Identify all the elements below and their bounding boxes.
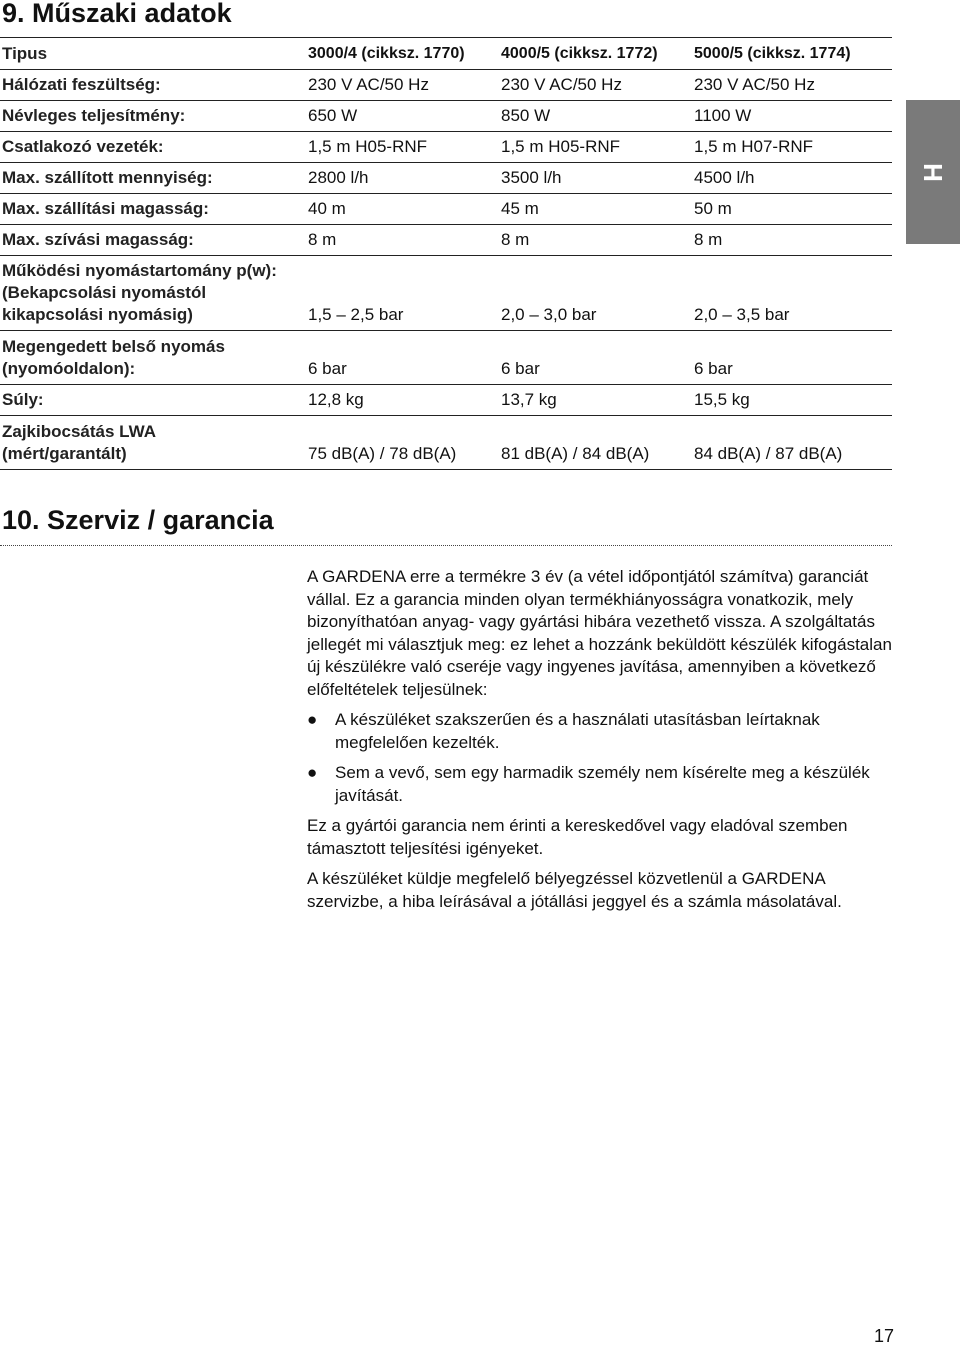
spec-row-value: 81 dB(A) / 84 dB(A) <box>501 444 650 463</box>
section-9-title: 9. Műszaki adatok <box>2 0 232 28</box>
spec-row-value: 850 W <box>501 106 551 125</box>
bullet-icon: ● <box>307 763 318 782</box>
spec-row-value: 1,5 m H07-RNF <box>694 137 814 156</box>
spec-row <box>0 255 892 331</box>
section-10-title: 10. Szerviz / garancia <box>2 505 274 535</box>
spec-row <box>0 224 892 256</box>
spec-row-label: Működési nyomástartomány p(w): (Bekapcsolási nyomástól kikapcsolási nyomásig) <box>2 261 277 324</box>
spec-row-label: Max. szállítási magasság: <box>2 199 209 218</box>
spec-row-value: 6 bar <box>308 359 347 378</box>
language-tab-letter: H <box>917 162 948 182</box>
spec-row-value: 1,5 m H05-RNF <box>308 137 428 156</box>
spec-row-label: Max. szállított mennyiség: <box>2 168 213 187</box>
spec-row <box>0 384 892 416</box>
list-item-text: Sem a vevő, sem egy harmadik személy nem kísérelte meg a készülék javítását. <box>335 763 870 805</box>
spec-row-value: 8 m <box>694 230 723 249</box>
spec-row-value: 84 dB(A) / 87 dB(A) <box>694 444 843 463</box>
spec-row-label: Megengedett belső nyomás (nyomóoldalon): <box>2 337 225 378</box>
spec-row-value: 230 V AC/50 Hz <box>308 75 429 94</box>
service-paragraph: A készüléket küldje megfelelő bélyegzéssel közvetlenül a GARDENA szervizbe, a hiba leírásával a jótállási jeggyel és a számla másolatával. <box>307 869 842 911</box>
service-text <box>307 566 892 921</box>
spec-row-label: Hálózati feszültség: <box>2 75 161 94</box>
spec-row-value: 12,8 kg <box>308 390 364 409</box>
service-paragraph: Ez a gyártói garancia nem érinti a kereskedővel vagy eladóval szemben támasztott teljesítési igényeket. <box>307 816 848 858</box>
spec-header-row <box>0 38 892 70</box>
spec-row-value: 15,5 kg <box>694 390 750 409</box>
spec-row-value: 1,5 – 2,5 bar <box>308 305 404 324</box>
spec-header-col3: 5000/5 (cikksz. 1774) <box>694 45 851 62</box>
spec-row-value: 650 W <box>308 106 358 125</box>
language-tab <box>906 100 960 244</box>
spec-row-value: 4500 l/h <box>694 168 755 187</box>
page-number: 17 <box>873 1326 894 1346</box>
spec-row-value: 6 bar <box>501 359 540 378</box>
spec-row <box>0 100 892 132</box>
spec-row-value: 8 m <box>308 230 337 249</box>
spec-row-value: 75 dB(A) / 78 dB(A) <box>308 444 457 463</box>
spec-row <box>0 415 892 470</box>
spec-row-value: 2,0 – 3,5 bar <box>694 305 790 324</box>
spec-row-value: 2,0 – 3,0 bar <box>501 305 597 324</box>
spec-row-value: 230 V AC/50 Hz <box>694 75 815 94</box>
spec-row-label: Névleges teljesítmény: <box>2 106 186 125</box>
spec-row-value: 40 m <box>308 199 346 218</box>
spec-row-value: 45 m <box>501 199 539 218</box>
spec-row-label: Csatlakozó vezeték: <box>2 137 164 156</box>
spec-row-value: 2800 l/h <box>308 168 369 187</box>
section-10-divider <box>0 545 892 546</box>
spec-row-label: Max. szívási magasság: <box>2 230 194 249</box>
spec-row <box>0 131 892 163</box>
spec-row-value: 50 m <box>694 199 732 218</box>
spec-header-col2: 4000/5 (cikksz. 1772) <box>501 45 658 62</box>
spec-row-value: 1,5 m H05-RNF <box>501 137 621 156</box>
spec-row-value: 3500 l/h <box>501 168 562 187</box>
spec-row-label: Súly: <box>2 390 44 409</box>
spec-row <box>0 162 892 194</box>
list-item <box>307 762 892 807</box>
service-paragraph: A GARDENA erre a termékre 3 év (a vétel időpontjától számítva) garanciát vállal. Ez a garancia minden olyan termékhiányosságra vonatkozik, mely bizonyíthatóan anyag- vagy gyártási hibára vezethető vissza. A szolgáltatás jellegét mi választjuk meg: ez lehet a hozzánk beküldött készülék kifogástalan új készülékre való cseréje vagy ingyenes javítása, amennyiben a következő előfeltételek teljesülnek: <box>307 567 892 699</box>
spec-row <box>0 330 892 385</box>
service-conditions-list <box>307 709 892 807</box>
spec-row-value: 1100 W <box>694 106 752 125</box>
spec-row-value: 8 m <box>501 230 530 249</box>
spec-row-label: Zajkibocsátás LWA (mért/garantált) <box>2 422 156 463</box>
spec-header-label: Tipus <box>2 44 48 63</box>
spec-row <box>0 193 892 225</box>
list-item <box>307 709 892 754</box>
spec-header-col1: 3000/4 (cikksz. 1770) <box>308 45 465 62</box>
spec-row-value: 13,7 kg <box>501 390 557 409</box>
spec-row-value: 230 V AC/50 Hz <box>501 75 622 94</box>
bullet-icon: ● <box>307 710 318 729</box>
list-item-text: A készüléket szakszerűen és a használati utasításban leírtaknak megfelelően kezelték. <box>335 710 820 752</box>
spec-row-value: 6 bar <box>694 359 733 378</box>
spec-row <box>0 69 892 101</box>
